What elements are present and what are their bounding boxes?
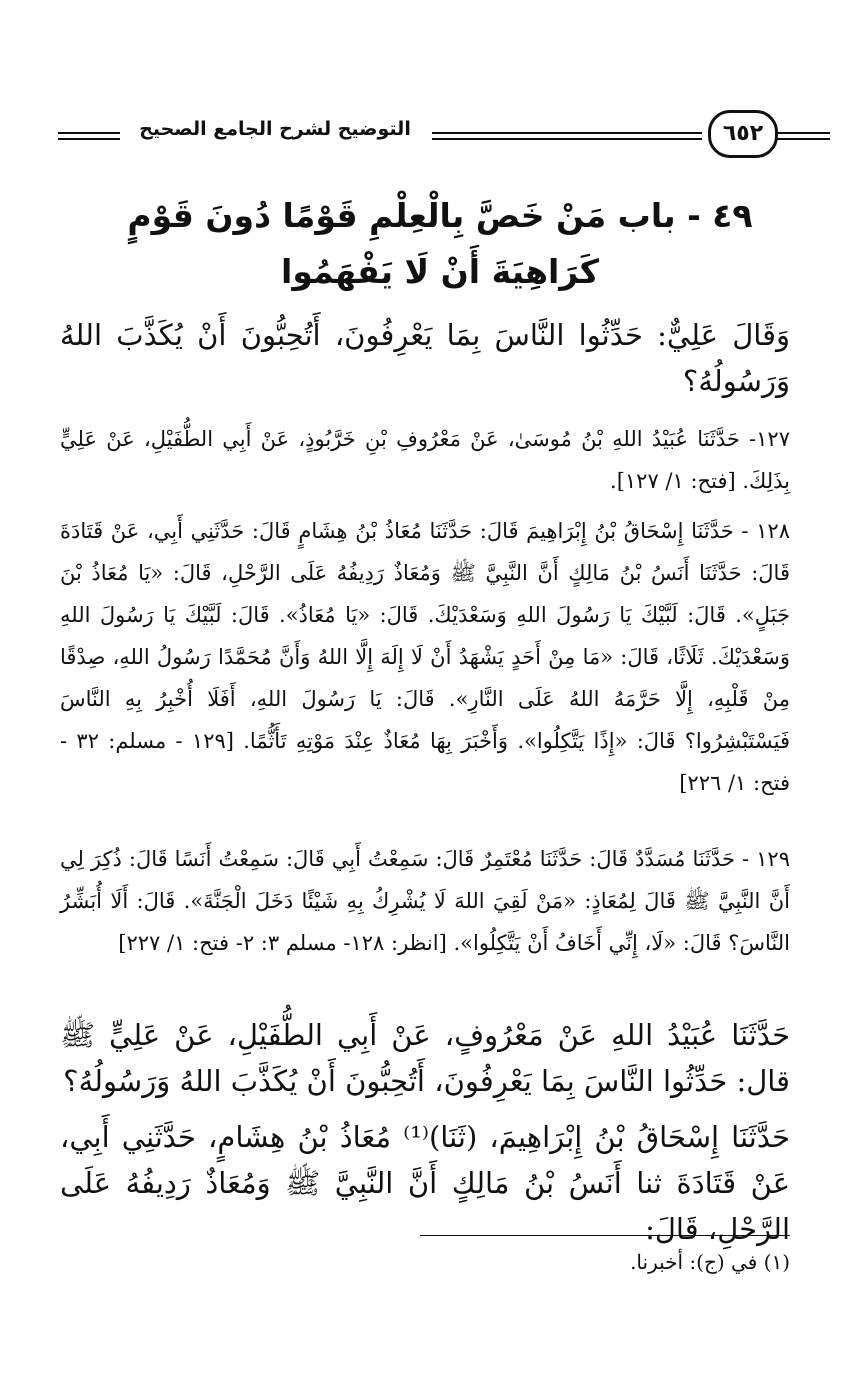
footnote-separator: [420, 1235, 790, 1236]
hadith-127-paragraph: ١٢٧- حَدَّثَنَا عُبَيْدُ اللهِ بْنُ مُوسَىٰ، عَنْ مَعْرُوفِ بْنِ خَرَّبُوذٍ، عَنْ أَبِي الطُّفَيْلِ، عَنْ عَلِيٍّ بِذَلِكَ. [فتح: ١/ ١٢٧].: [60, 427, 790, 493]
header-rule-right: [775, 132, 830, 142]
book-title: التوضيح لشرح الجامع الصحيح: [139, 118, 411, 140]
footnote-1: (١) في (ج): أخبرنا.: [630, 1250, 790, 1274]
ali-quote-paragraph: وَقَالَ عَلِيٌّ: حَدِّثُوا النَّاسَ بِمَا يَعْرِفُونَ، أَتُحِبُّونَ أَنْ يُكَذَّبَ اللهُ وَرَسُولُهُ؟: [60, 318, 790, 398]
chapter-heading-line-1: ٤٩ - باب مَنْ خَصَّ بِالْعِلْمِ قَوْمًا دُونَ قَوْمٍ: [127, 196, 753, 235]
commentary-paragraph-1: حَدَّثَنَا عُبَيْدُ اللهِ عَنْ مَعْرُوفٍ، عَنْ أَبِي الطُّفَيْلِ، عَنْ عَلِيٍّ ﷺ قال: حَدِّثُوا النَّاسَ بِمَا يَعْرِفُونَ، أَتُحِبُّونَ أَنْ يُكَذَّبَ اللهُ وَرَسُولُهُ؟: [60, 1018, 790, 1098]
chapter-heading: [90, 188, 790, 300]
commentary-paragraph-2: حَدَّثَنَا إِسْحَاقُ بْنُ إِبْرَاهِيمَ، (ثَنَا)⁽¹⁾ مُعَاذُ بْنُ هِشَامٍ، حَدَّثَنِي أَبِي، عَنْ قَتَادَةَ ثنا أَنَسُ بْنُ مَالِكٍ أَنَّ النَّبِيَّ ﷺ وَمُعَاذٌ رَدِيفُهُ عَلَى الرَّحْلِ، قَالَ:: [60, 1120, 790, 1246]
hadith-129-paragraph: ١٢٩ - حَدَّثَنَا مُسَدَّدٌ قَالَ: حَدَّثَنَا مُعْتَمِرٌ قَالَ: سَمِعْتُ أَبِي قَالَ: سَمِعْتُ أَنَسًا قَالَ: ذُكِرَ لِي أَنَّ النَّبِيَّ ﷺ قَالَ لِمُعَاذٍ: «مَنْ لَقِيَ اللهَ لَا يُشْرِكُ بِهِ شَيْئًا دَخَلَ الْجَنَّةَ». قَالَ: أَلَا أُبَشِّرُ النَّاسَ؟ قَالَ: «لَا، إِنِّي أَخَافُ أَنْ يَتَّكِلُوا». [انظر: ١٢٨- مسلم ٣: ٢- فتح: ١/ ٢٢٧]: [60, 847, 790, 955]
header-rule-left: [58, 132, 120, 142]
running-header: [40, 108, 830, 156]
hadith-128-paragraph: ١٢٨ - حَدَّثَنَا إِسْحَاقُ بْنُ إِبْرَاهِيمَ قَالَ: حَدَّثَنَا مُعَاذُ بْنُ هِشَامٍ قَالَ: حَدَّثَنِي أَبِي، عَنْ قَتَادَةَ قَالَ: حَدَّثَنَا أَنَسُ بْنُ مَالِكٍ أَنَّ النَّبِيَّ ﷺ وَمُعَاذٌ رَدِيفُهُ عَلَى الرَّحْلِ، قَالَ: «يَا مُعَاذُ بْنَ جَبَلٍ». قَالَ: لَبَّيْكَ يَا رَسُولَ اللهِ وَسَعْدَيْكَ. قَالَ: «يَا مُعَاذُ». قَالَ: لَبَّيْكَ يَا رَسُولَ اللهِ وَسَعْدَيْكَ. ثَلَاثًا، قَالَ: «مَا مِنْ أَحَدٍ يَشْهَدُ أَنْ لَا إِلَهَ إِلَّا اللهُ وَأَنَّ مُحَمَّدًا رَسُولُ اللهِ، صِدْقًا مِنْ قَلْبِهِ، إِلَّا حَرَّمَهُ اللهُ عَلَى النَّارِ». قَالَ: يَا رَسُولَ اللهِ، أَفَلَا أُخْبِرُ بِهِ النَّاسَ فَيَسْتَبْشِرُوا؟ قَالَ: «إِذًا يَتَّكِلُوا». وَأَخْبَرَ بِهَا مُعَاذٌ عِنْدَ مَوْتِهِ تَأَثُّمًا. [١٢٩ - مسلم: ٣٢ - فتح: ١/ ٢٢٦]: [60, 519, 790, 795]
header-rule-middle: [432, 132, 702, 142]
chapter-heading-line-2: كَرَاهِيَةَ أَنْ لَا يَفْهَمُوا: [281, 252, 599, 291]
page-number: ٦٥٢: [708, 110, 778, 158]
